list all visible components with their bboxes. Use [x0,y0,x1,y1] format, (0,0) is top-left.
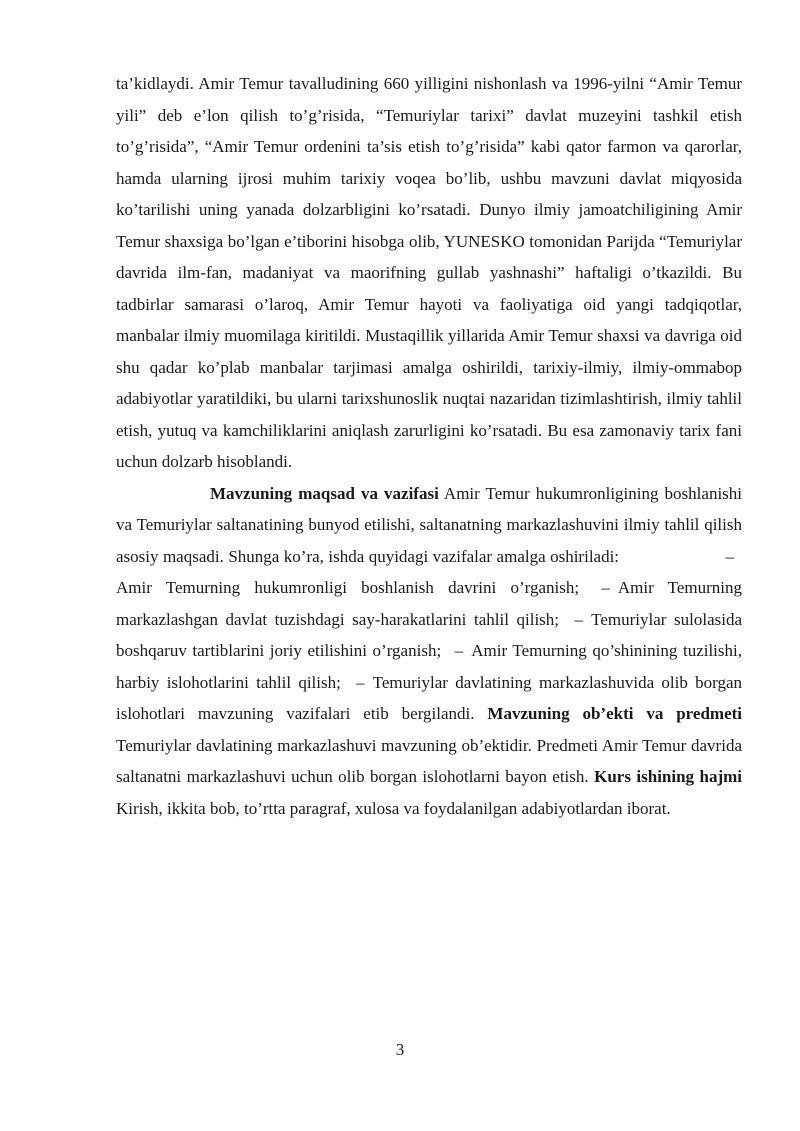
task5-dash: – [356,672,365,692]
task4-text: Amir Temurning qo’shinining tuzilishi, harbiy islohotlarini tahlil qilish; [116,641,742,692]
scope-heading: Kurs ishining hajmi [594,767,742,786]
scope-text: Kirish, ikkita bob, to’rtta paragraf, xulosa va foydalanilgan adabiyotlardan iborat. [116,798,671,818]
paragraph-intro: ta’kidlaydi. Amir Temur tavalludining 660 yilligini nishonlash va 1996-yilni “Amir Temur yili” deb e’lon qilish to’g’risida, “Temuriylar tarixi” davlat muzeyini tashkil etish to’g’risida”, “Amir Temur ordenini ta’sis etish to’g’risida” kabi qator farmon va qarorlar, hamda ularning ijrosi muhim tarixiy voqea bo’lib, ushbu mavzuni davlat miqyosida ko’tarilishi uning yanada dolzarbligini ko’rsatadi. Dunyo ilmiy jamoatchiligining Amir Temur shaxsiga bo’lgan e’tiborini hisobga olib, YUNESKO tomonidan Parijda “Temuriylar davrida ilm-fan, madaniyat va maorifning gullab yashnashi” haftaligi o’tkazildi. Bu tadbirlar samarasi o’laroq, Amir Temur hayoti va faoliyatiga oid yangi tadqiqotlar, manbalar ilmiy muomilaga kiritildi. Mustaqillik yillarida Amir Temur shaxsi va davriga oid shu qadar ko’plab manbalar tarjimasi amalga oshirildi, tarixiy-ilmiy, ilmiy-ommabop adabiyotlar yaratildiki, bu ularni tarixshunoslik nuqtai nazaridan tizimlashtirish, ilmiy tahlil etish, yutuq va kamchiliklarini aniqlash zarurligini ko’rsatadi. Bu esa zamonaviy tarix fani uchun dolzarb hisoblandi. [116,74,742,471]
task2-text: Amir Temurning markazlashgan davlat tuzishdagi say-harakatlarini tahlil qilish; [116,578,742,629]
task3-text: Temuriylar sulolasida boshqaruv tartiblarini joriy etilishini o’rganish; [116,609,743,660]
task5-text: Temuriylar davlatining markazlashuvida olib borgan islohotlari mavzuning vazifalari etib bergilandi. [116,672,743,723]
page-number: 3 [395,1040,405,1059]
task4-dash: – [454,641,464,660]
goal-text: Amir Temur hukumronligining boshlanishi va Temuriylar saltanatining bunyod etilishi, saltanatning markazlashuvini ilmiy tahlil qilish asosiy maqsadi. Shunga ko’ra, ishda quyidagi vazifalar amalga oshiriladi: [116,483,743,566]
object-text: Temuriylar davlatining markazlashuvi mavzuning ob’ektidir. Predmeti Amir Temur davrida saltanatni markazlashuvi uchun olib borgan islohotlarni bayon etish. [116,735,742,786]
body-text [116,68,742,824]
goal-heading: Mavzuning maqsad va vazifasi [210,483,439,503]
task2-dash: – [601,578,610,597]
object-heading: Mavzuning ob’ekti va predmeti [487,704,742,723]
task3-dash: – [574,609,584,629]
paragraph-goal [116,478,742,825]
task1-text: Amir Temurning hukumronligi boshlanish davrini o’rganish; [116,578,580,597]
task1-dash: – [725,546,735,566]
